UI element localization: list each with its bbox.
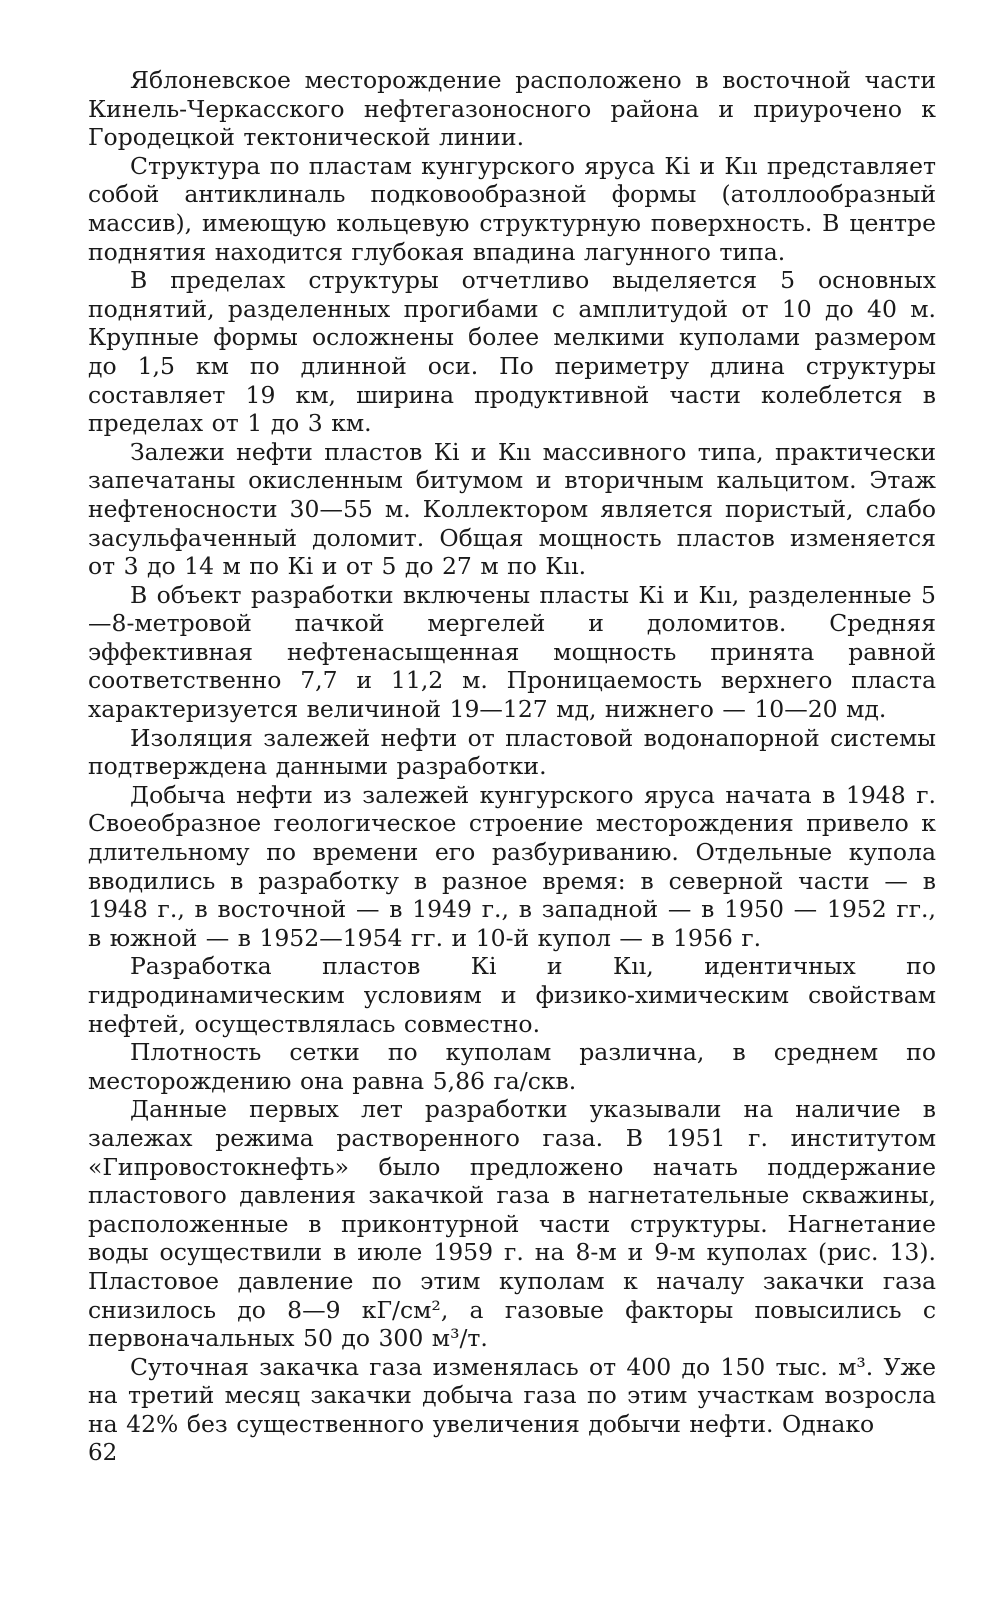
paragraph-location: Яблоневское месторождение расположено в восточной части Кинель-Черкасского нефтегазоносного района и приурочено к Городецкой тектонической линии. [88, 66, 936, 152]
paragraph-joint-development: Разработка пластов Кі и Кıı, идентичных по гидродинамическим условиям и физико-химическим свойствам нефтей, осуществлялась совместно. [88, 952, 936, 1038]
page-number: 62 [88, 1440, 118, 1466]
paragraph-production-start: Добыча нефти из залежей кунгурского яруса начата в 1948 г. Своеобразное геологическое строение месторождения привело к длительному по времени его разбуриванию. Отдельные купола вводились в разработку в разное время: в северной части — в 1948 г., в восточной — в 1949 г., в западной — в 1950 — 1952 гг., в южной — в 1952—1954 гг. и 10-й купол — в 1956 г. [88, 780, 936, 952]
paragraph-oil-deposits: Залежи нефти пластов Кі и Кıı массивного типа, практически запечатаны окисленным битумом и вторичным кальцитом. Этаж нефтеносности 30—55 м. Коллектором является пористый, слабо засульфаченный доломит. Общая мощность пластов изменяется от 3 до 14 м по Кі и от 5 до 27 м по Кıı. [88, 437, 936, 581]
paragraph-daily-injection: Суточная закачка газа изменялась от 400 до 150 тыс. м³. Уже на третий месяц закачки добыча газа по этим участкам возросла на 42% без существенного увеличения добычи нефти. Однако [88, 1352, 936, 1438]
paragraph-isolation: Изоляция залежей нефти от пластовой водонапорной системы подтверждена данными разработки. [88, 723, 936, 781]
paragraph-development-object: В объект разработки включены пласты Кі и Кıı, разделенные 5—8-метровой пачкой мергелей и доломитов. Средняя эффективная нефтенасыщенная мощность принята равной соответственно 7,7 и 11,2 м. Проницаемость верхнего пласта характеризуется величиной 19—127 мд, нижнего — 10—20 мд. [88, 580, 936, 724]
paragraph-gas-injection: Данные первых лет разработки указывали на наличие в залежах режима растворенного газа. В 1951 г. институтом «Гипровостокнефть» было предложено начать поддержание пластового давления закачкой газа в нагнетательные скважины, расположенные в приконтурной части структуры. Нагнетание воды осуществили в июле 1959 г. на 8-м и 9-м куполах (рис. 13). Пластовое давление по этим куполам к началу закачки газа снизилось до 8—9 кГ/см², а газовые факторы повысились с первоначальных 50 до 300 м³/т. [88, 1095, 936, 1353]
paragraph-well-density: Плотность сетки по куполам различна, в среднем по месторождению она равна 5,86 га/скв. [88, 1038, 936, 1095]
paragraph-structure: Структура по пластам кунгурского яруса Кі и Кıı представляет собой антиклиналь подковообразной формы (атоллообразный массив), имеющую кольцевую структурную поверхность. В центре поднятия находится глубокая впадина лагунного типа. [88, 151, 936, 266]
page-body [88, 66, 936, 1439]
paragraph-uplifts: В пределах структуры отчетливо выделяется 5 основных поднятий, разделенных прогибами с амплитудой от 10 до 40 м. Крупные формы осложнены более мелкими куполами размером до 1,5 км по длинной оси. По периметру длина структуры составляет 19 км, ширина продуктивной части колеблется в пределах от 1 до 3 км. [88, 266, 936, 438]
